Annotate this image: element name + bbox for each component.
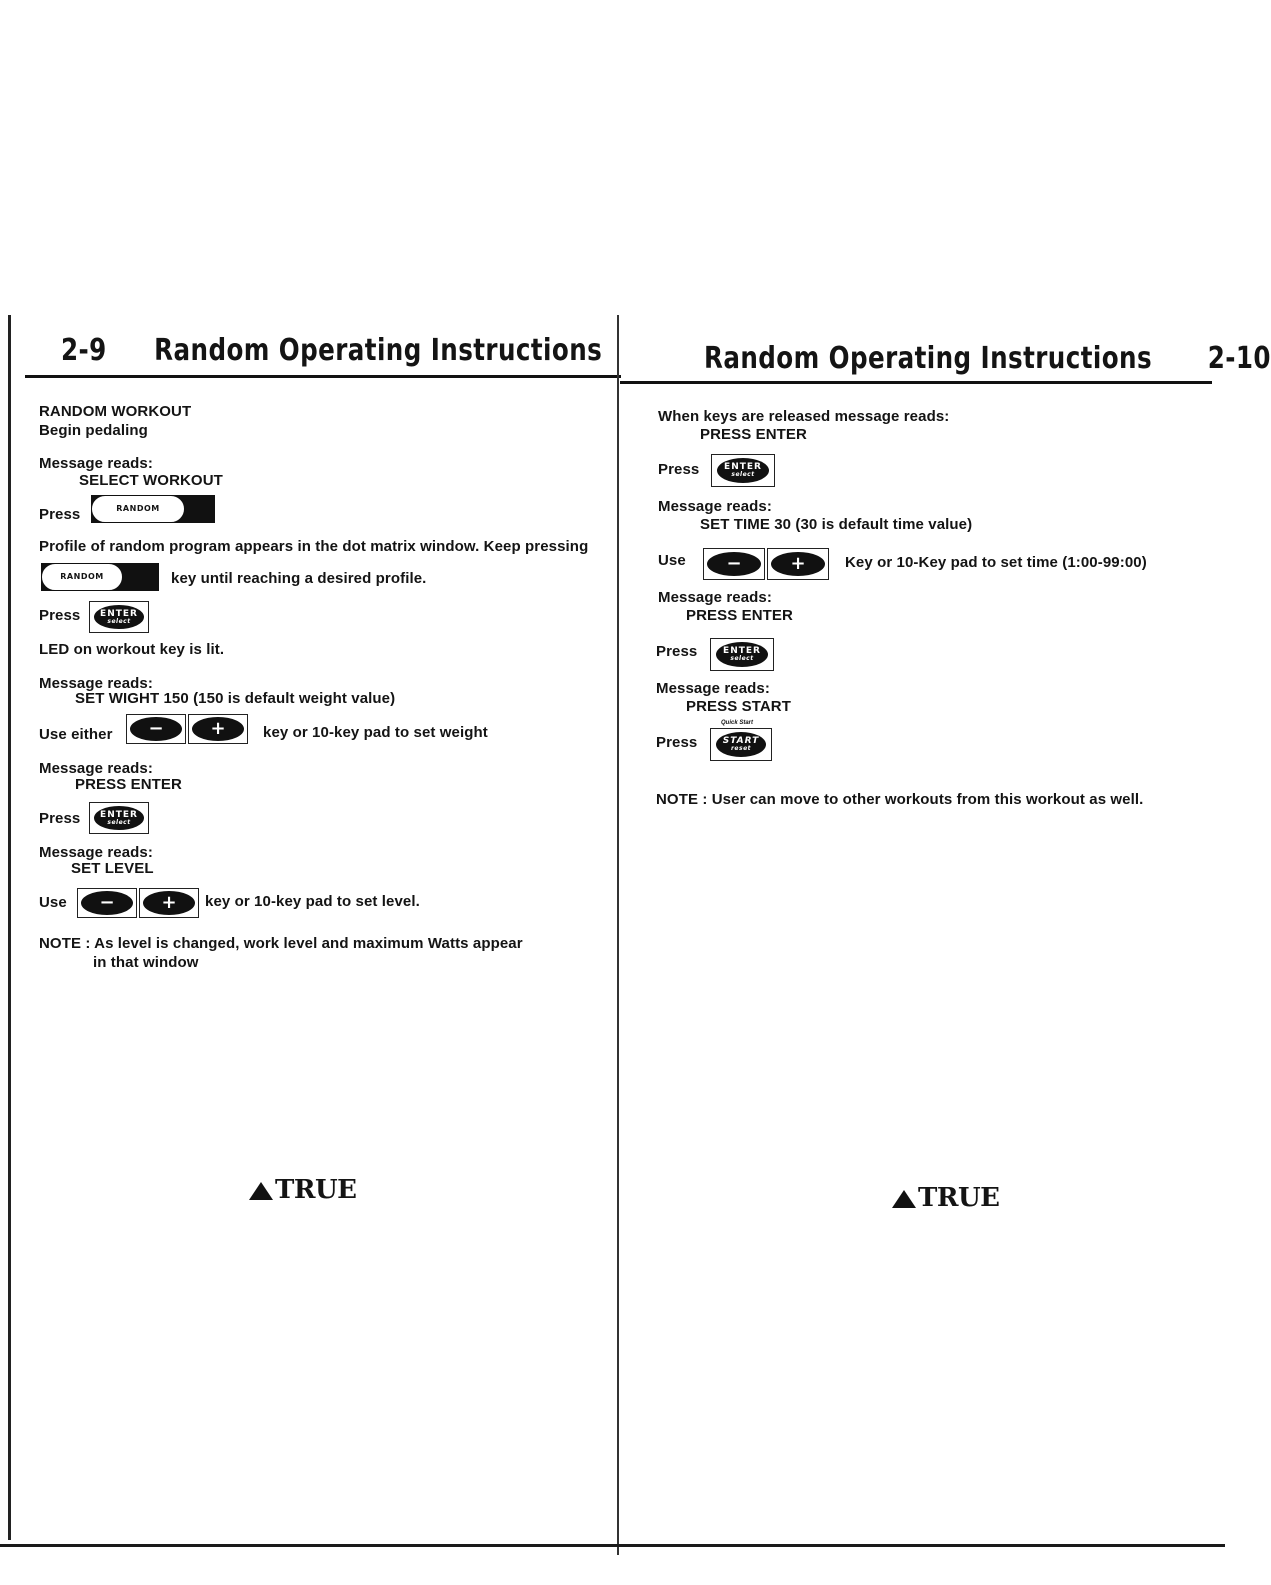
- press-label: Press: [658, 461, 700, 478]
- manual-spread: [0, 315, 1271, 1560]
- minus-key-box[interactable]: [126, 714, 186, 744]
- header-rule: [620, 381, 1212, 384]
- start-key-box[interactable]: [710, 728, 772, 761]
- instruction-text: Begin pedaling: [39, 422, 148, 439]
- message-label: Message reads:: [39, 760, 153, 777]
- instruction-text: key or 10-key pad to set level.: [205, 893, 420, 910]
- right-page: [620, 315, 1271, 1540]
- note-text: in that window: [93, 954, 199, 971]
- press-label: Press: [39, 607, 81, 624]
- press-label: Press: [39, 810, 81, 827]
- plus-icon: +: [192, 717, 244, 741]
- message-text: SET WIGHT 150 (150 is default weight value): [75, 690, 396, 707]
- message-label: Message reads:: [658, 498, 772, 515]
- random-key-button[interactable]: [91, 495, 215, 523]
- enter-select-icon: ENTER select: [94, 605, 144, 629]
- message-text: PRESS START: [686, 698, 792, 715]
- message-label: Message reads:: [39, 455, 153, 472]
- instruction-text: When keys are released message reads:: [658, 408, 950, 425]
- press-label: Press: [656, 643, 698, 660]
- minus-key-box[interactable]: [77, 888, 137, 918]
- page-title: Random Operating Instructions: [704, 341, 1153, 376]
- instruction-text: key until reaching a desired profile.: [171, 570, 427, 587]
- bottom-rule: [0, 1544, 1225, 1547]
- instruction-text: Profile of random program appears in the dot matrix window. Keep pressing: [39, 538, 589, 555]
- section-heading: RANDOM WORKOUT: [39, 403, 192, 420]
- message-text: SELECT WORKOUT: [79, 472, 223, 489]
- message-text: SET TIME 30 (30 is default time value): [700, 516, 973, 533]
- random-key-label: RANDOM: [91, 495, 185, 523]
- enter-select-icon: ENTER select: [94, 806, 144, 830]
- enter-key-box[interactable]: [89, 802, 149, 834]
- random-key-button[interactable]: [41, 563, 159, 591]
- plus-key-box[interactable]: [139, 888, 199, 918]
- true-logo: TRUE: [892, 1183, 999, 1213]
- message-text: PRESS ENTER: [686, 607, 793, 624]
- plus-icon: +: [771, 552, 825, 576]
- page-number: 2-10: [1207, 341, 1271, 376]
- message-label: Message reads:: [658, 589, 772, 606]
- message-text: PRESS ENTER: [700, 426, 807, 443]
- page-number: 2-9: [61, 333, 107, 368]
- enter-key-box[interactable]: [710, 638, 774, 671]
- left-page: [8, 315, 621, 1540]
- enter-select-icon: ENTER select: [716, 642, 768, 667]
- instruction-text: Use: [39, 894, 67, 911]
- instruction-text: key or 10-key pad to set weight: [263, 724, 488, 741]
- instruction-text: Use either: [39, 726, 113, 743]
- minus-icon: −: [707, 552, 761, 576]
- minus-icon: −: [81, 891, 133, 915]
- enter-select-icon: ENTER select: [717, 458, 769, 483]
- press-label: Press: [39, 506, 81, 523]
- true-logo-mark-icon: [892, 1190, 916, 1208]
- message-label: Message reads:: [656, 680, 770, 697]
- start-reset-icon: START reset: [716, 732, 766, 757]
- minus-key-box[interactable]: [703, 548, 765, 580]
- message-label: Message reads:: [39, 844, 153, 861]
- message-text: PRESS ENTER: [75, 776, 182, 793]
- quick-start-caption: Quick Start: [721, 720, 754, 726]
- minus-icon: −: [130, 717, 182, 741]
- message-label: Message reads:: [39, 675, 153, 692]
- true-logo: TRUE: [249, 1175, 356, 1205]
- plus-key-box[interactable]: [767, 548, 829, 580]
- press-label: Press: [656, 734, 698, 751]
- plus-key-box[interactable]: [188, 714, 248, 744]
- enter-key-box[interactable]: [711, 454, 775, 487]
- instruction-text: Key or 10-Key pad to set time (1:00-99:00): [845, 554, 1147, 571]
- page-spine: [617, 315, 619, 1555]
- instruction-text: Use: [658, 552, 686, 569]
- note-text: NOTE : As level is changed, work level and maximum Watts appear: [39, 935, 523, 952]
- note-text: NOTE : User can move to other workouts from this workout as well.: [656, 791, 1144, 808]
- message-text: SET LEVEL: [71, 860, 154, 877]
- enter-key-box[interactable]: [89, 601, 149, 633]
- random-key-label: RANDOM: [41, 563, 123, 591]
- page-title: Random Operating Instructions: [154, 333, 603, 368]
- instruction-text: LED on workout key is lit.: [39, 641, 225, 658]
- true-logo-mark-icon: [249, 1182, 273, 1200]
- plus-icon: +: [143, 891, 195, 915]
- left-page-header: [61, 333, 602, 381]
- header-rule: [25, 375, 621, 378]
